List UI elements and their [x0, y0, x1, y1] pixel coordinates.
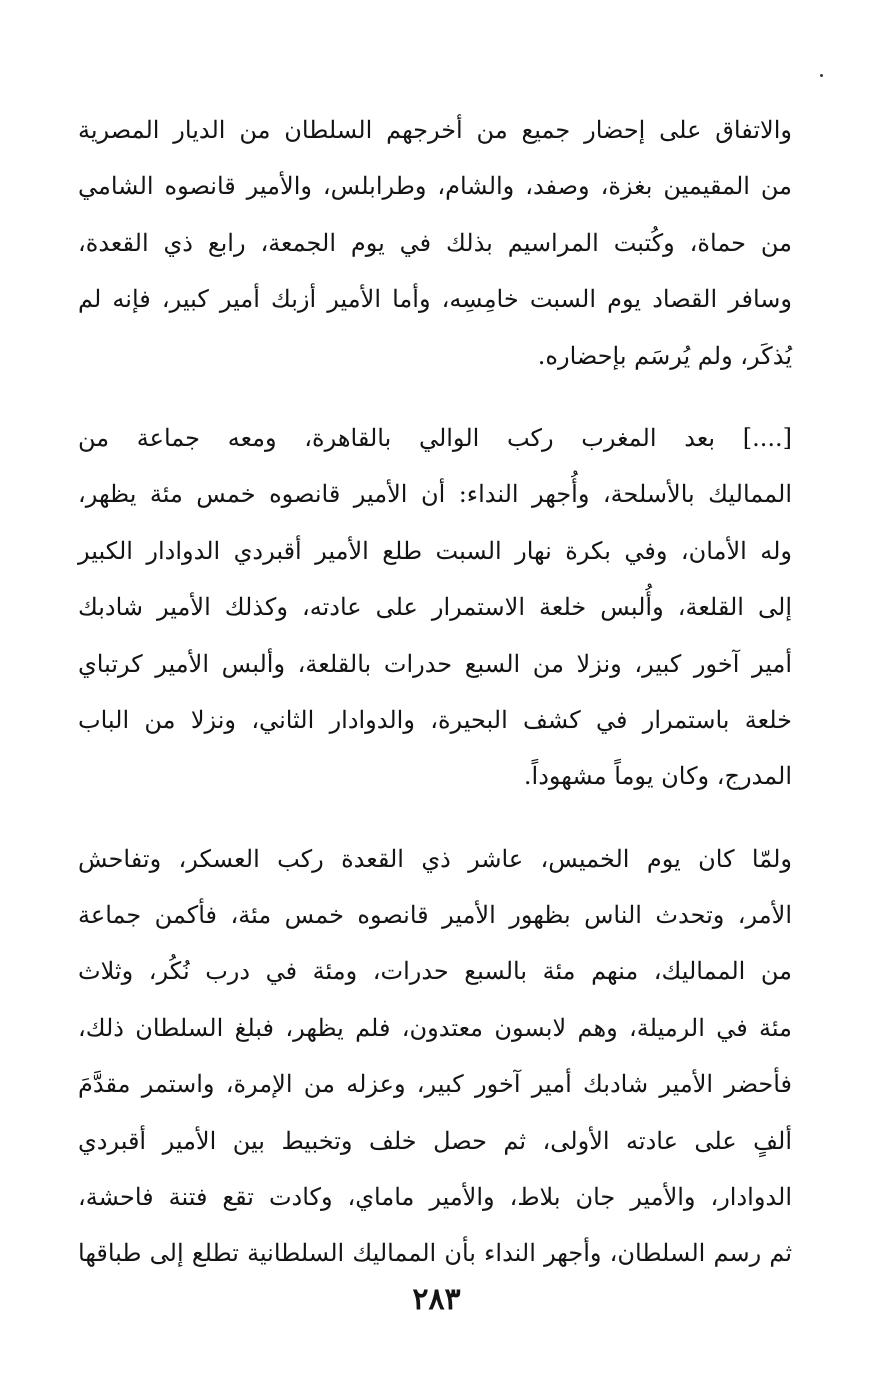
- text-line: من المماليك، منهم مئة بالسبع حدرات، ومئة في درب نُكُر، وثلاث: [78, 957, 792, 986]
- text-line: فأحضر الأمير شادبك أمير آخور كبير، وعزله من الإمرة، واستمر مقدَّمَ: [78, 1070, 792, 1099]
- stray-dot-mark: [820, 74, 823, 77]
- text-line: من حماة، وكُتبت المراسيم بذلك في يوم الجمعة، رابع ذي القعدة،: [78, 228, 792, 257]
- text-line: [....] بعد المغرب ركب الوالي بالقاهرة، ومعه جماعة من: [78, 423, 792, 452]
- text-line: ثم رسم السلطان، وأجهر النداء بأن المماليك السلطانية تطلع إلى طباقها: [78, 1239, 792, 1268]
- text-line: المدرج، وكان يوماً مشهوداً.: [523, 762, 792, 791]
- text-line: الدوادار، والأمير جان بلاط، والأمير ماماي، وكادت تقع فتنة فاحشة،: [78, 1183, 792, 1212]
- text-line: ولمّا كان يوم الخميس، عاشر ذي القعدة ركب العسكر، وتفاحش: [78, 844, 792, 873]
- text-line: أمير آخور كبير، ونزلا من السبع حدرات بالقلعة، وألبس الأمير كرتباي: [78, 649, 792, 678]
- text-line: المماليك بالأسلحة، وأُجهر النداء: أن الأمير قانصوه خمس مئة يظهر،: [78, 480, 792, 509]
- paragraph-2: [78, 410, 792, 805]
- page-number: ٢٨٣: [412, 1282, 461, 1317]
- paragraph-3: [78, 831, 792, 1282]
- text-line: يُذكَر، ولم يُرسَم بإحضاره.: [537, 341, 792, 370]
- text-line: وله الأمان، وفي بكرة نهار السبت طلع الأمير أقبردي الدوادار الكبير: [78, 536, 792, 565]
- paragraph-1: [78, 102, 792, 384]
- text-line: إلى القلعة، وأُلبس خلعة الاستمرار على عادته، وكذلك الأمير شادبك: [78, 593, 792, 622]
- text-line: مئة في الرميلة، وهم لابسون معتدون، فلم يظهر، فبلغ السلطان ذلك،: [78, 1013, 792, 1042]
- text-line: والاتفاق على إحضار جميع من أخرجهم السلطان من الديار المصرية: [78, 116, 792, 144]
- text-line: وسافر القصاد يوم السبت خامِسِه، وأما الأمير أزبك أمير كبير، فإنه لم: [78, 285, 792, 314]
- body-text: [78, 102, 792, 1282]
- text-line: الأمر، وتحدث الناس بظهور الأمير قانصوه خمس مئة، فأكمن جماعة: [78, 901, 792, 930]
- text-line: ألفٍ على عادته الأولى، ثم حصل خلف وتخبيط بين الأمير أقبردي: [78, 1126, 792, 1155]
- text-line: من المقيمين بغزة، وصفد، والشام، وطرابلس، والأمير قانصوه الشامي: [78, 172, 792, 201]
- text-line: خلعة باستمرار في كشف البحيرة، والدوادار الثاني، ونزلا من الباب: [78, 705, 792, 734]
